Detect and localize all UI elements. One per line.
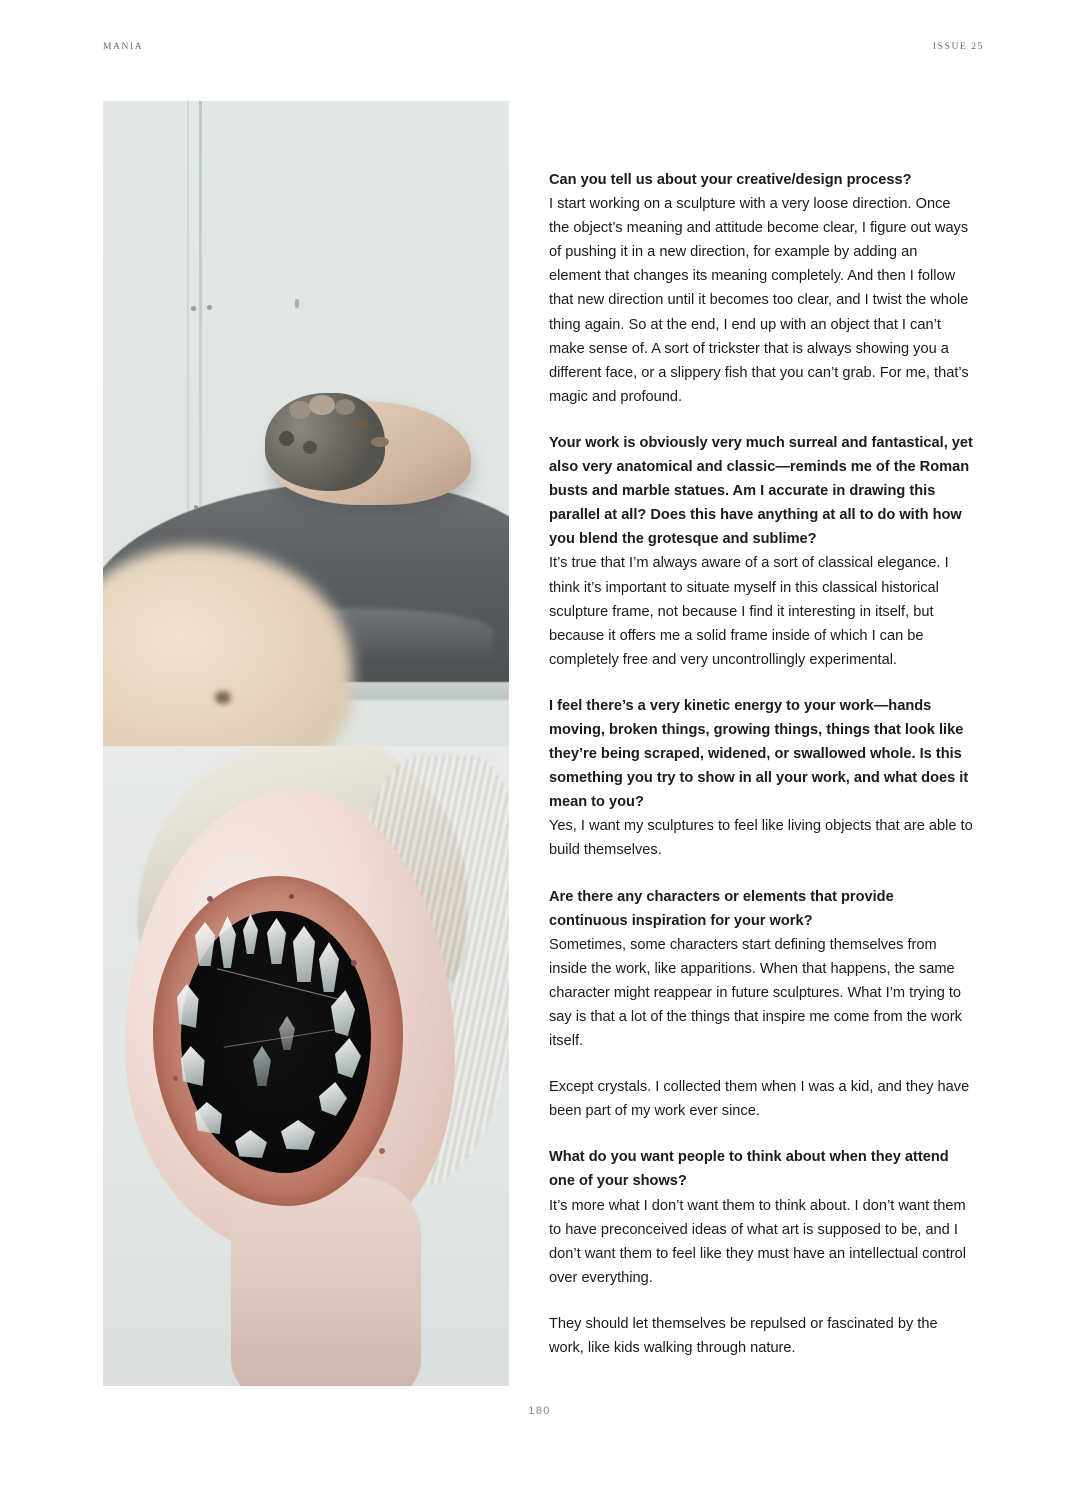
qa-block	[549, 1145, 973, 1290]
interview-question: Your work is obviously very much surreal and fantastical, yet also very anatomical and classic—reminds me of the Roman busts and marble statues. Am I accurate in drawing this parallel at all? Does this have anything at all to do with how you blend the grotesque and sublime?	[549, 434, 973, 548]
qa-block	[549, 431, 973, 672]
running-head-issue: ISSUE 25	[932, 42, 984, 52]
sculpted-neck	[231, 1176, 421, 1386]
wall-mark	[295, 299, 299, 308]
interview-question: Are there any characters or elements that provide continuous inspiration for your work?	[549, 888, 894, 929]
sculpture-detail	[355, 419, 368, 431]
interview-answer: Yes, I want my sculptures to feel like living objects that are able to build themselves.	[549, 818, 973, 859]
sculpture-open-mouth-crystals-photo	[103, 746, 509, 1386]
interview-answer: It’s true that I’m always aware of a sort of classical elegance. I think it’s important to situate myself in this classical historical sculpture frame, not because I find it interesting in itself, but because it offers me a solid frame inside of which I can be completely free and very uncontrollingly experimental.	[549, 555, 949, 668]
qa-block-continuation	[549, 1312, 973, 1360]
interview-answer: Sometimes, some characters start defining themselves from inside the work, like apparitions. When that happens, the same character might reappear in future sculptures. What I’m trying to say is that a lot of the things that inspire me come from the work itself.	[549, 936, 962, 1050]
sculpture-detail	[309, 395, 335, 415]
sculpture-detail	[303, 441, 317, 454]
qa-block-continuation	[549, 1075, 973, 1123]
page-folio	[0, 1405, 1087, 1417]
blurred-foreground-spot	[215, 691, 231, 704]
wall-mark	[207, 305, 212, 310]
pigment-speck	[351, 960, 357, 966]
sculpture-detail	[371, 437, 389, 447]
sculpture-detail	[289, 401, 311, 419]
interview-question: What do you want people to think about when they attend one of your shows?	[549, 1149, 949, 1190]
interview-text-column	[549, 168, 973, 1360]
sculpture-detail	[279, 431, 294, 446]
pigment-speck	[379, 1148, 385, 1154]
interview-answer: Except crystals. I collected them when I was a kid, and they have been part of my work ever since.	[549, 1079, 970, 1120]
interview-question: Can you tell us about your creative/design process?	[549, 172, 912, 188]
qa-block	[549, 694, 973, 863]
qa-block	[549, 168, 973, 409]
interview-answer: They should let themselves be repulsed or fascinated by the work, like kids walking through nature.	[549, 1315, 938, 1357]
pigment-speck	[207, 896, 213, 902]
image-column	[103, 101, 509, 1386]
interview-question: I feel there’s a very kinetic energy to your work—hands moving, broken things, growing things, things that look like they’re being scraped, widened, or swallowed whole. Is this something you try to show in all your work, and what does it mean to you?	[549, 697, 969, 811]
qa-block	[549, 885, 973, 1054]
interview-answer: I start working on a sculpture with a very loose direction. Once the object’s meaning and attitude become clear, I figure out ways of pushing it in a new direction, for example by adding an element that changes its meaning completely. And then I follow that new direction until it becomes too clear, and I twist the whole thing again. So at the end, I end up with an object that I can’t make sense of. A sort of trickster that is always showing you a different face, or a slippery fish that you can’t grab. For me, that’s magic and profound.	[549, 196, 969, 405]
wall-mark	[191, 306, 196, 311]
running-head-publication: MANIA	[103, 42, 144, 52]
wall-seam-secondary	[187, 101, 189, 531]
page-number: 180	[528, 1405, 551, 1417]
interview-answer: It’s more what I don’t want them to think about. I don’t want them to have preconceived ideas of what art is supposed to be, and I don’t want them to feel like they must have an intellectual control over everything.	[549, 1197, 966, 1286]
sculpture-bust-on-felt-photo	[103, 101, 509, 746]
pigment-speck	[173, 1076, 178, 1081]
sculpture-detail	[335, 399, 355, 415]
pigment-speck	[289, 894, 294, 899]
